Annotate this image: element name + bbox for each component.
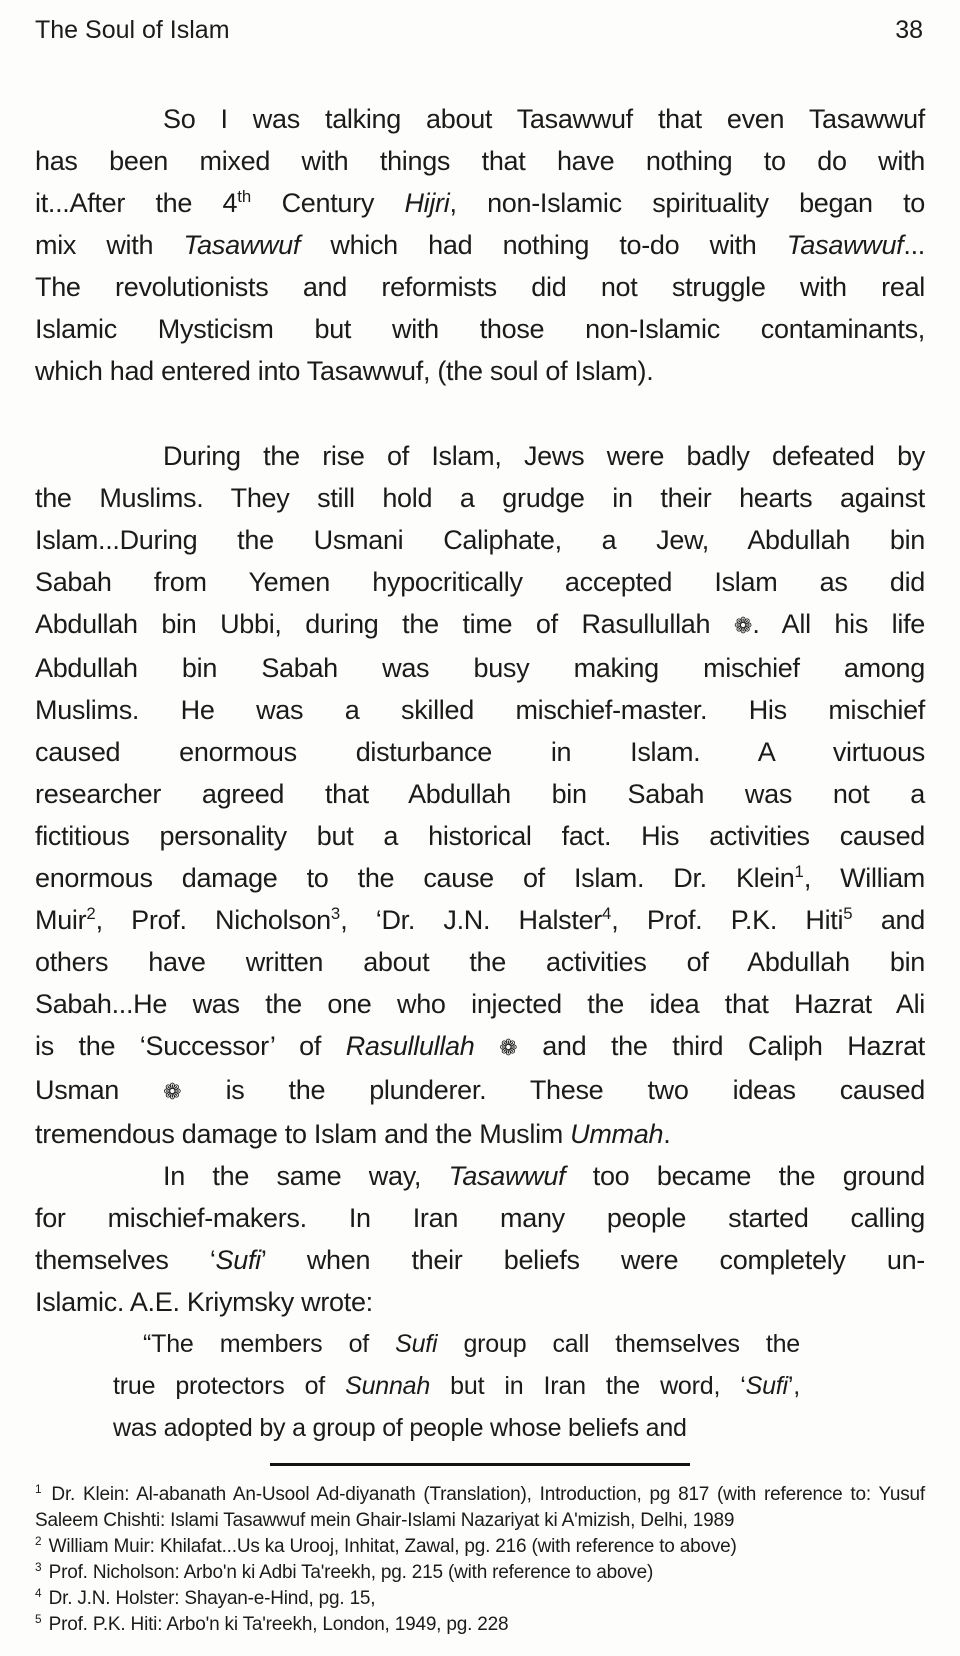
- text-segment: fictitious personality but a historical fact. His activities caused: [35, 821, 925, 851]
- text-line: [35, 98, 925, 140]
- text-line: [35, 1281, 925, 1323]
- text-segment: ’,: [787, 1372, 801, 1400]
- honorific-seal-icon: ❁: [163, 1079, 182, 1104]
- italic-term: Sufi: [395, 1330, 438, 1358]
- text-line: [35, 224, 925, 266]
- text-segment: In the same way,: [163, 1161, 449, 1191]
- text-line: [35, 140, 925, 182]
- text-line: [35, 435, 925, 477]
- text-line: [35, 1197, 925, 1239]
- scanned-book-page: [0, 14, 960, 1656]
- text-segment: “The members of: [143, 1330, 396, 1358]
- text-segment: The revolutionists and reformists did not struggle with real: [35, 272, 925, 302]
- text-line: [35, 1025, 925, 1069]
- text-segment: the Muslims. They still hold a grudge in their hearts against: [35, 483, 925, 513]
- text-segment: .: [663, 1119, 671, 1149]
- text-segment: , ‘Dr. J.N. Halster: [340, 905, 602, 935]
- footnote-marker: 4: [35, 1586, 42, 1600]
- italic-term: Sufi: [215, 1245, 261, 1275]
- italic-term: Tasawwuf: [448, 1161, 566, 1191]
- footnote-item: [35, 1586, 925, 1612]
- text-segment: [475, 1031, 500, 1061]
- text-segment: is the plunderer. These two ideas caused: [181, 1075, 925, 1105]
- paragraph-1: [35, 98, 925, 392]
- footnote-text: Prof. Nicholson: Arbo'n ki Adbi Ta'reekh, pg. 215 (with reference to above): [43, 1562, 654, 1583]
- text-line: [35, 857, 925, 899]
- text-line: [35, 647, 925, 689]
- footnote-marker: 2: [35, 1534, 42, 1548]
- text-line: [35, 182, 925, 224]
- text-line: [35, 731, 925, 773]
- text-line: [35, 1113, 925, 1155]
- superscript-marker: 1: [794, 862, 804, 881]
- header-title: The Soul of Islam: [35, 16, 230, 44]
- text-segment: Islamic. A.E. Kriymsky wrote:: [35, 1287, 373, 1317]
- text-line: [35, 1069, 925, 1113]
- footnote-item: [35, 1560, 925, 1586]
- honorific-seal-icon: ❁: [499, 1035, 518, 1060]
- text-segment: mix with: [35, 230, 184, 260]
- text-line: [35, 561, 925, 603]
- text-segment: was adopted by a group of people whose beliefs and: [113, 1414, 687, 1442]
- text-segment: ...: [903, 230, 925, 260]
- text-segment: enormous damage to the cause of Islam. Dr. Klein: [35, 863, 795, 893]
- text-segment: it...After the 4: [35, 188, 238, 218]
- text-line: [35, 603, 925, 647]
- text-segment: for mischief-makers. In Iran many people started calling: [35, 1203, 925, 1233]
- paragraph-2: [35, 435, 925, 1155]
- italic-term: Sunnah: [345, 1372, 431, 1400]
- text-line: [35, 941, 925, 983]
- text-segment: , William: [803, 863, 925, 893]
- text-segment: Muslims. He was a skilled mischief-master. His mischief: [35, 695, 925, 725]
- superscript-marker: 4: [601, 904, 612, 923]
- page: [0, 14, 960, 1638]
- text-segment: which had entered into Tasawwuf, (the soul of Islam).: [35, 356, 654, 386]
- text-segment: and the third Caliph Hazrat: [517, 1031, 925, 1061]
- text-segment: Islam...During the Usmani Caliphate, a Jew, Abdullah bin: [35, 525, 925, 555]
- text-segment: , Prof. P.K. Hiti: [611, 905, 844, 935]
- text-line: [35, 308, 925, 350]
- text-line: [113, 1323, 800, 1365]
- italic-term: Hijri: [404, 188, 450, 218]
- text-segment: ’ when their beliefs were completely un-: [260, 1245, 925, 1275]
- text-body: [35, 98, 925, 1449]
- text-line: [35, 477, 925, 519]
- text-line: [35, 815, 925, 857]
- superscript-marker: 3: [330, 904, 341, 923]
- text-segment: So I was talking about Tasawwuf that even Tasawwuf: [163, 104, 925, 134]
- block-quote: [113, 1323, 800, 1449]
- text-line: [35, 1155, 925, 1197]
- italic-term: Rasullullah: [345, 1031, 475, 1061]
- footnote-divider: [270, 1463, 690, 1466]
- footnote-text: William Muir: Khilafat...Us ka Urooj, Inhitat, Zawal, pg. 216 (with reference to above): [43, 1536, 737, 1557]
- text-segment: Sabah from Yemen hypocritically accepted Islam as did: [35, 567, 925, 597]
- text-segment: has been mixed with things that have nothing to do with: [35, 146, 925, 176]
- text-segment: Sabah...He was the one who injected the idea that Hazrat Ali: [35, 989, 925, 1019]
- footnote-text: Prof. P.K. Hiti: Arbo'n ki Ta'reekh, London, 1949, pg. 228: [43, 1614, 509, 1635]
- text-segment: , Prof. Nicholson: [95, 905, 331, 935]
- text-segment: tremendous damage to Islam and the Muslim: [35, 1119, 571, 1149]
- text-segment: Usman: [35, 1075, 164, 1105]
- text-segment: . All his life: [752, 609, 925, 639]
- text-line: [35, 519, 925, 561]
- text-segment: true protectors of: [113, 1372, 346, 1400]
- superscript-marker: 5: [843, 904, 853, 923]
- footnote-item: [35, 1482, 925, 1534]
- text-segment: others have written about the activities of Abdullah bin: [35, 947, 925, 977]
- text-line: [113, 1365, 800, 1407]
- footnote-marker: 1: [35, 1482, 42, 1496]
- page-header: [35, 14, 925, 46]
- text-segment: Abdullah bin Ubbi, during the time of Rasullullah: [35, 609, 734, 639]
- text-segment: Century: [251, 188, 405, 218]
- text-segment: group call themselves the: [437, 1330, 800, 1358]
- footnote-marker: 5: [35, 1612, 42, 1626]
- text-line: [35, 983, 925, 1025]
- superscript-marker: th: [237, 187, 252, 206]
- text-segment: researcher agreed that Abdullah bin Sabah was not a: [35, 779, 925, 809]
- text-line: [35, 350, 925, 392]
- footnote-text: Dr. Klein: Al-abanath An-Usool Ad-diyanath (Translation), Introduction, pg 817 (with reference to: Yusuf Saleem Chishti: Islami Tasawwuf mein Ghair-Islami Nazariyat ki A'mizish, Delhi, 1989: [35, 1484, 925, 1531]
- text-segment: Abdullah bin Sabah was busy making mischief among: [35, 653, 925, 683]
- text-segment: caused enormous disturbance in Islam. A virtuous: [35, 737, 925, 767]
- footnote-item: [35, 1612, 925, 1638]
- text-line: [35, 266, 925, 308]
- italic-term: Sufi: [745, 1372, 788, 1400]
- text-segment: too became the ground: [565, 1161, 925, 1191]
- footnote-item: [35, 1534, 925, 1560]
- footnote-text: Dr. J.N. Holster: Shayan-e-Hind, pg. 15,: [43, 1588, 376, 1609]
- footnote-marker: 3: [35, 1560, 42, 1574]
- text-line: [35, 1239, 925, 1281]
- footnotes-list: [35, 1482, 925, 1638]
- text-line: [35, 773, 925, 815]
- text-line: [113, 1407, 800, 1449]
- text-segment: which had nothing to-do with: [300, 230, 787, 260]
- text-segment: Islamic Mysticism but with those non-Islamic contaminants,: [35, 314, 925, 344]
- text-line: [35, 689, 925, 731]
- text-segment: During the rise of Islam, Jews were badly defeated by: [163, 441, 925, 471]
- text-segment: Muir: [35, 905, 87, 935]
- text-segment: is the ‘Successor’ of: [35, 1031, 346, 1061]
- italic-term: Ummah: [570, 1119, 664, 1149]
- page-number: 38: [895, 16, 923, 44]
- text-segment: themselves ‘: [35, 1245, 216, 1275]
- text-segment: and: [852, 905, 925, 935]
- text-segment: but in Iran the word, ‘: [430, 1372, 746, 1400]
- paragraph-3: [35, 1155, 925, 1323]
- italic-term: Tasawwuf: [183, 230, 301, 260]
- text-segment: , non-Islamic spirituality began to: [449, 188, 925, 218]
- italic-term: Tasawwuf: [786, 230, 904, 260]
- text-line: [35, 899, 925, 941]
- honorific-seal-icon: ❁: [733, 613, 753, 638]
- superscript-marker: 2: [86, 904, 96, 923]
